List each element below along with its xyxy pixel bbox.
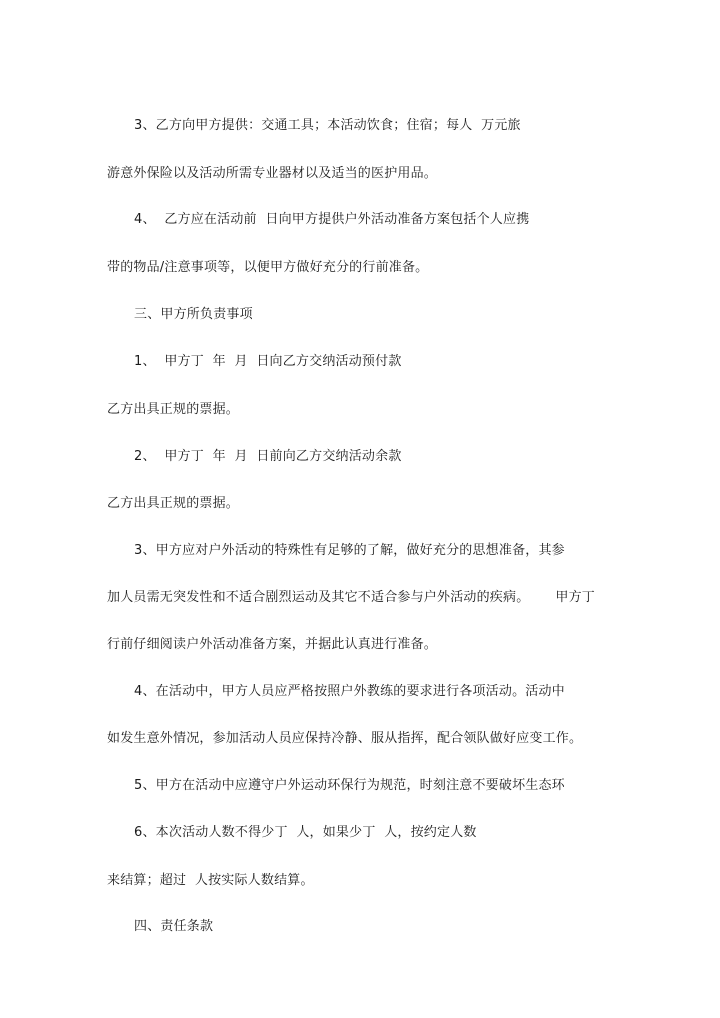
paragraph-3-line-1: 3、乙方向甲方提供：交通工具；本活动饮食；住宿；每人 万元旅 <box>134 118 521 133</box>
paragraph-3-line-2: 游意外保险以及活动所需专业器材以及适当的医护用品。 <box>107 166 438 181</box>
item-2-line-1: 2、 甲方丁 年 月 日前向乙方交纳活动余款 <box>134 449 402 464</box>
item-1-line-2: 乙方出具正规的票据。 <box>107 402 240 417</box>
item-3-line-1: 3、甲方应对户外活动的特殊性有足够的了解，做好充分的思想准备，其参 <box>134 543 565 558</box>
item-4-line-1: 4、在活动中，甲方人员应严格按照户外教练的要求进行各项活动。活动中 <box>134 684 565 699</box>
item-6-line-1: 6、本次活动人数不得少丁 人，如果少丁 人，按约定人数 <box>134 825 477 840</box>
item-4-line-2: 如发生意外情况，参加活动人员应保持冷静、服从指挥，配合领队做好应变工作。 <box>107 731 583 746</box>
section-heading-3: 三、甲方所负责事项 <box>134 307 253 322</box>
section-heading-4: 四、责任条款 <box>134 919 214 934</box>
paragraph-4-line-1: 4、 乙方应在活动前 日向甲方提供户外活动准备方案包括个人应携 <box>134 212 530 227</box>
item-5-line-1: 5、甲方在活动中应遵守户外运动环保行为规范，时刻注意不要破坏生态环 <box>134 778 565 793</box>
item-6-line-2: 来结算；超过 人按实际人数结算。 <box>107 873 314 888</box>
item-2-line-2: 乙方出具正规的票据。 <box>107 496 240 511</box>
paragraph-4-line-2: 带的物品/注意事项等，以便甲方做好充分的行前准备。 <box>107 260 429 275</box>
item-3-line-2: 加人员需无突发性和不适合剧烈运动及其它不适合参与户外活动的疾病。 甲方丁 <box>107 590 595 605</box>
item-3-line-3: 行前仔细阅读户外活动准备方案，并据此认真进行准备。 <box>107 637 438 652</box>
item-1-line-1: 1、 甲方丁 年 月 日向乙方交纳活动预付款 <box>134 354 402 369</box>
